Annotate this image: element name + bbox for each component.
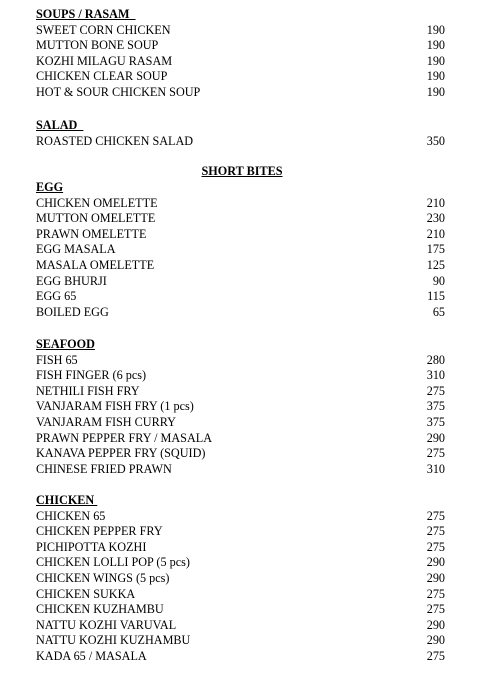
menu-item bbox=[36, 398, 445, 414]
menu-item-name: PICHIPOTTA KOZHI bbox=[36, 539, 147, 554]
menu-item bbox=[36, 554, 445, 570]
section-heading-egg: EGG bbox=[36, 180, 64, 194]
menu-item bbox=[36, 210, 445, 226]
menu-item-name: NETHILI FISH FRY bbox=[36, 383, 140, 398]
menu-item-price: 310 bbox=[426, 461, 445, 476]
section-heading-soups-rasam: SOUPS / RASAM bbox=[36, 7, 136, 21]
menu-item-name: VANJARAM FISH CURRY bbox=[36, 415, 176, 429]
menu-item bbox=[36, 617, 445, 633]
menu-item-price: 190 bbox=[426, 53, 445, 68]
menu-item-name: ROASTED CHICKEN SALAD bbox=[36, 133, 194, 148]
menu-item bbox=[36, 601, 445, 617]
menu-item bbox=[36, 508, 445, 524]
menu-item-price: 210 bbox=[426, 226, 445, 241]
menu-item-price: 275 bbox=[426, 602, 445, 617]
menu-item-name: CHICKEN SUKKA bbox=[36, 586, 136, 601]
menu-item-price: 190 bbox=[426, 85, 445, 99]
menu-item-name: PRAWN OMELETTE bbox=[36, 226, 147, 241]
menu-item-price: 290 bbox=[426, 555, 445, 570]
menu-item bbox=[36, 632, 445, 648]
menu-item-name: CHICKEN CLEAR SOUP bbox=[36, 69, 168, 84]
menu-item-name: FISH 65 bbox=[36, 352, 78, 367]
menu-item bbox=[36, 241, 445, 257]
menu-item bbox=[36, 257, 445, 273]
menu-item-name: CHINESE FRIED PRAWN bbox=[36, 461, 172, 476]
menu-item bbox=[36, 430, 445, 446]
menu-item-price: 115 bbox=[427, 289, 445, 304]
menu-item-price: 275 bbox=[426, 508, 445, 523]
menu-item-price: 375 bbox=[426, 415, 445, 429]
menu-item-name: MUTTON OMELETTE bbox=[36, 211, 156, 226]
menu-item-price: 210 bbox=[426, 195, 445, 210]
short-bites-title: SHORT BITES bbox=[201, 164, 283, 178]
menu-item-name: NATTU KOZHI VARUVAL bbox=[36, 617, 177, 632]
menu-item-name: EGG BHURJI bbox=[36, 273, 107, 288]
menu-item bbox=[36, 383, 445, 399]
menu-item-price: 190 bbox=[426, 69, 445, 84]
menu-item bbox=[36, 648, 445, 664]
menu-item bbox=[36, 68, 445, 84]
menu-item bbox=[36, 288, 445, 304]
menu-item bbox=[36, 53, 445, 69]
menu-item-name: HOT & SOUR CHICKEN SOUP bbox=[36, 85, 201, 99]
menu-item bbox=[36, 304, 445, 320]
menu-item bbox=[36, 84, 445, 100]
menu-item-name: KOZHI MILAGU RASAM bbox=[36, 53, 173, 68]
menu-item-price: 275 bbox=[426, 383, 445, 398]
menu-item-price: 125 bbox=[426, 258, 445, 272]
menu-item-name: CHICKEN 65 bbox=[36, 508, 106, 523]
menu-item bbox=[36, 539, 445, 555]
menu-item-price: 350 bbox=[426, 133, 445, 148]
menu-item bbox=[36, 570, 445, 586]
menu-item-price: 275 bbox=[426, 586, 445, 601]
menu-item-name: CHICKEN WINGS (5 pcs) bbox=[36, 571, 170, 585]
menu-item-price: 190 bbox=[426, 38, 445, 53]
menu-item-price: 310 bbox=[426, 368, 445, 383]
menu-item-name: CHICKEN KUZHAMBU bbox=[36, 602, 164, 617]
menu-item bbox=[36, 586, 445, 602]
menu-item bbox=[36, 414, 445, 430]
menu-item-price: 275 bbox=[426, 446, 445, 461]
menu-item bbox=[36, 22, 445, 38]
menu-item-name: MASALA OMELETTE bbox=[36, 258, 155, 272]
menu-item bbox=[36, 226, 445, 242]
menu-item-price: 190 bbox=[426, 22, 445, 37]
menu-item bbox=[36, 37, 445, 53]
menu-item bbox=[36, 523, 445, 539]
menu-item-name: NATTU KOZHI KUZHAMBU bbox=[36, 633, 191, 648]
menu-item-name: CHICKEN OMELETTE bbox=[36, 195, 158, 210]
menu-item-price: 275 bbox=[426, 649, 445, 663]
menu-item bbox=[36, 195, 445, 211]
menu-item bbox=[36, 352, 445, 368]
menu-item bbox=[36, 461, 445, 477]
menu-item-price: 290 bbox=[426, 617, 445, 632]
menu-item-price: 280 bbox=[426, 352, 445, 367]
menu-item-price: 175 bbox=[426, 242, 445, 257]
menu-item-name: EGG MASALA bbox=[36, 242, 116, 257]
menu-item-price: 290 bbox=[426, 633, 445, 648]
menu-item-name: FISH FINGER (6 pcs) bbox=[36, 368, 147, 383]
menu-item-name: KANAVA PEPPER FRY (SQUID) bbox=[36, 446, 206, 461]
menu-item-name: MUTTON BONE SOUP bbox=[36, 38, 159, 53]
menu-item bbox=[36, 133, 445, 149]
menu-item-name: EGG 65 bbox=[36, 289, 77, 304]
section-heading-chicken: CHICKEN bbox=[36, 493, 98, 507]
menu-item-name: VANJARAM FISH FRY (1 pcs) bbox=[36, 399, 194, 414]
section-heading-salad: SALAD bbox=[36, 118, 84, 132]
menu-item-name: SWEET CORN CHICKEN bbox=[36, 22, 171, 37]
menu-item-price: 290 bbox=[426, 430, 445, 445]
section-heading-seafood: SEAFOOD bbox=[36, 337, 95, 351]
menu-item-price: 230 bbox=[426, 211, 445, 226]
menu-item bbox=[36, 273, 445, 289]
menu-item-price: 65 bbox=[432, 304, 445, 319]
menu-item-price: 275 bbox=[426, 539, 445, 554]
menu-item-price: 90 bbox=[432, 273, 445, 288]
menu-item-price: 275 bbox=[426, 524, 445, 539]
menu-item-name: CHICKEN PEPPER FRY bbox=[36, 524, 163, 539]
menu-item bbox=[36, 367, 445, 383]
menu-item-name: KADA 65 / MASALA bbox=[36, 649, 147, 663]
menu-item-price: 375 bbox=[426, 399, 445, 414]
menu-item bbox=[36, 445, 445, 461]
menu-item-name: CHICKEN LOLLI POP (5 pcs) bbox=[36, 555, 190, 570]
menu-item-name: PRAWN PEPPER FRY / MASALA bbox=[36, 430, 213, 445]
menu-item-name: BOILED EGG bbox=[36, 304, 109, 319]
menu-item-price: 290 bbox=[426, 571, 445, 585]
